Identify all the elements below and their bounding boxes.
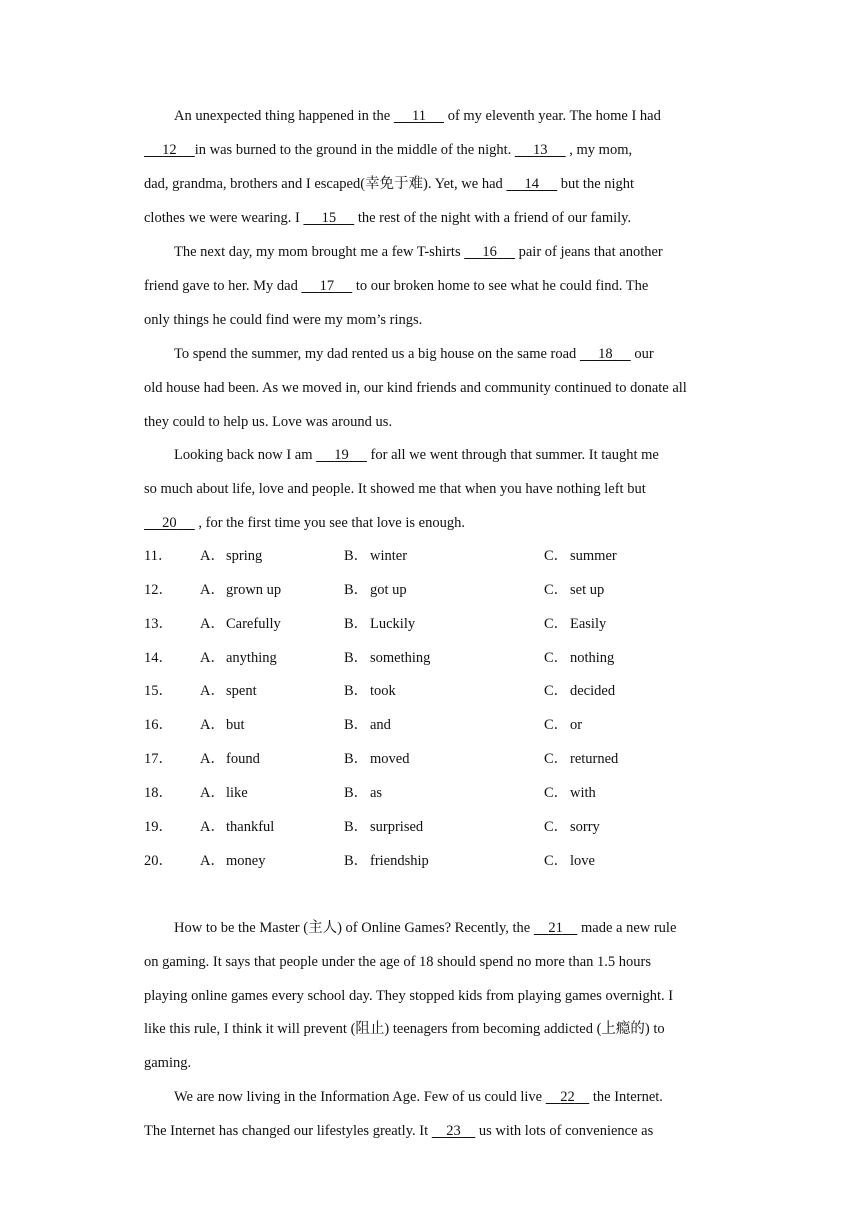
option-b[interactable]: B． moved [344,751,410,767]
question-row [144,817,744,837]
passage-line: The Internet has changed our lifestyles greatly. It 23 us with lots of convenience as [144,1123,654,1139]
option-b[interactable]: B． Luckily [344,616,416,632]
option-c[interactable]: C． Easily [544,616,607,632]
option-a[interactable]: A．grown up [200,582,282,598]
question-number: 13． [144,616,173,632]
answer-blank[interactable]: 13 [533,142,548,158]
option-c[interactable]: C． summer [544,548,617,564]
answer-blank[interactable]: 12 [162,142,177,158]
option-a[interactable]: A．thankful [200,819,275,835]
question-row [144,614,744,634]
question-row [144,715,744,735]
question-row [144,681,744,701]
question-number: 15． [144,683,173,699]
option-c[interactable]: C． returned [544,751,619,767]
answer-blank[interactable]: 16 [482,244,497,260]
option-c[interactable]: C． nothing [544,650,615,666]
question-number: 18． [144,785,173,801]
passage-line: playing online games every school day. They stopped kids from playing games overnight. I [144,988,674,1004]
question-number: 16． [144,717,173,733]
passage-line: To spend the summer, my dad rented us a big house on the same road 18 our [174,346,654,362]
question-number: 14． [144,650,173,666]
passage-line: 20 , for the first time you see that love is enough. [144,513,465,533]
question-number: 11． [144,548,173,564]
passage-line: like this rule, I think it will prevent (阻止) teenagers from becoming addicted (上瘾的) to [144,1021,665,1037]
option-b[interactable]: B． took [344,683,396,699]
option-b[interactable]: B． surprised [344,819,424,835]
passage-line: We are now living in the Information Age. Few of us could live 22 the Internet. [174,1089,663,1105]
option-b[interactable]: B． something [344,650,431,666]
question-number: 20． [144,853,173,869]
option-b[interactable]: B． and [344,717,391,733]
option-c[interactable]: C． decided [544,683,616,699]
passage-line: on gaming. It says that people under the age of 18 should spend no more than 1.5 hours [144,954,651,970]
option-b[interactable]: B． got up [344,582,407,598]
answer-blank[interactable]: 18 [598,346,613,362]
option-a[interactable]: A．like [200,785,248,801]
passage-line: they could to help us. Love was around us. [144,414,393,430]
option-a[interactable]: A．anything [200,650,277,666]
answer-blank[interactable]: 20 [162,515,177,531]
option-c[interactable]: C． or [544,717,583,733]
option-b[interactable]: B． winter [344,548,408,564]
answer-blank[interactable]: 14 [524,176,540,192]
option-c[interactable]: C． sorry [544,819,600,835]
answer-blank[interactable]: 23 [446,1123,461,1139]
answer-blank[interactable]: 19 [334,447,349,463]
passage-line: only things he could find were my mom’s rings. [144,312,423,328]
answer-blank[interactable]: 11 [411,108,426,124]
passage-line: gaming. [144,1055,192,1071]
question-row [144,546,744,566]
passage-line: How to be the Master (主人) of Online Games? Recently, the 21 made a new rule [174,920,677,936]
option-b[interactable]: B． as [344,785,383,801]
question-number: 12． [144,582,173,598]
option-c[interactable]: C． set up [544,582,605,598]
option-a[interactable]: A．found [200,751,260,767]
option-c[interactable]: C． with [544,785,596,801]
option-a[interactable]: A．spring [200,548,263,564]
passage-line: dad, grandma, brothers and I escaped(幸免于难). Yet, we had 14 but the night [144,176,635,192]
option-a[interactable]: A．Carefully [200,616,281,632]
question-row [144,749,744,769]
passage-line: An unexpected thing happened in the 11 of my eleventh year. The home I had [174,108,661,124]
option-b[interactable]: B． friendship [344,853,429,869]
option-a[interactable]: A．but [200,717,245,733]
option-a[interactable]: A．spent [200,683,257,699]
question-row [144,648,744,668]
answer-blank[interactable]: 15 [321,210,337,226]
question-row [144,580,744,600]
passage-line: The next day, my mom brought me a few T-shirts 16 pair of jeans that another [174,244,663,260]
option-a[interactable]: A．money [200,853,266,869]
answer-blank[interactable]: 22 [560,1089,575,1105]
passage-line: so much about life, love and people. It showed me that when you have nothing left but [144,481,646,497]
passage-line: 12 in was burned to the ground in the middle of the night. 13 , my mom, [144,140,632,160]
question-row [144,783,744,803]
option-c[interactable]: C． love [544,853,595,869]
passage-line: old house had been. As we moved in, our kind friends and community continued to donate all [144,380,687,396]
question-row [144,851,744,871]
question-number: 19． [144,819,173,835]
answer-blank[interactable]: 17 [319,278,335,294]
answer-blank[interactable]: 21 [548,920,563,936]
passage-line: Looking back now I am 19 for all we went through that summer. It taught me [174,447,659,463]
passage-line: clothes we were wearing. I 15 the rest of the night with a friend of our family. [144,210,632,226]
passage-line: friend gave to her. My dad 17 to our broken home to see what he could find. The [144,278,649,294]
question-number: 17． [144,751,173,767]
